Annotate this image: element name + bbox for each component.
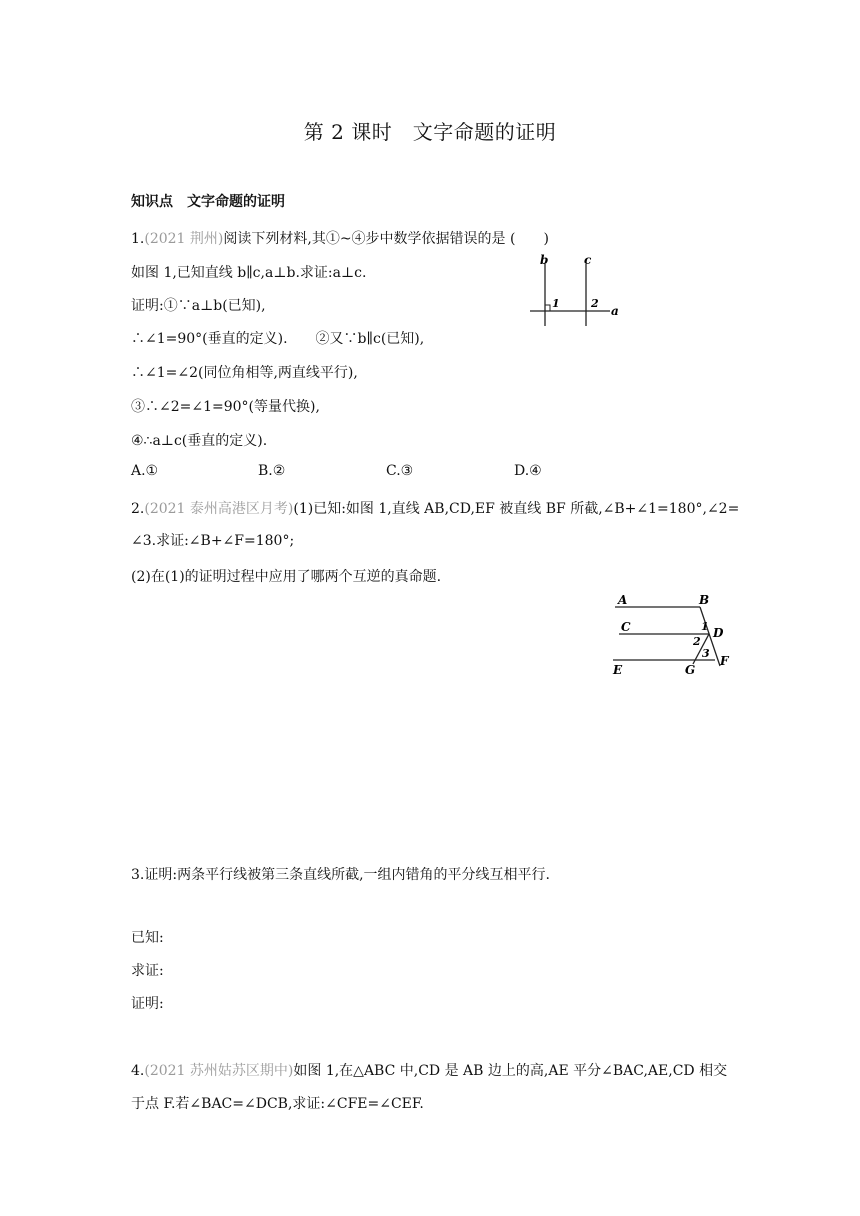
q2-source: (2021 泰州高港区月考)	[144, 501, 294, 517]
label-D: D	[713, 626, 724, 640]
q3-stem: 3.证明:两条平行线被第三条直线所截,一组内错角的平分线互相平行.	[131, 867, 550, 883]
q1-line-1: 如图 1,已知直线 b∥c,a⊥b.求证:a⊥c.	[131, 265, 367, 281]
q3-known-label: 已知:	[131, 930, 164, 946]
q1-stem	[131, 228, 549, 248]
q2-stem-line-1	[131, 498, 739, 518]
label-angle-3: 3	[702, 647, 710, 660]
q2-figure	[605, 590, 735, 678]
page-title: 第 2 课时 文字命题的证明	[303, 120, 557, 144]
q1-line-5: ③∴∠2=∠1=90°(等量代换),	[131, 399, 320, 415]
label-C: C	[621, 620, 631, 634]
section-heading: 知识点 文字命题的证明	[131, 194, 285, 210]
label-G: G	[685, 663, 696, 677]
label-c: c	[584, 253, 592, 267]
q1-option-c[interactable]: C.③	[386, 463, 414, 479]
q4-source: (2021 苏州姑苏区期中)	[144, 1063, 294, 1079]
q1-line-3: ∴∠1=90°(垂直的定义). ②又∵b∥c(已知),	[131, 331, 425, 347]
q3-prove-label: 求证:	[131, 963, 164, 979]
q1-option-a[interactable]: A.①	[131, 463, 159, 479]
label-B: B	[699, 593, 710, 607]
q1-line-4: ∴∠1=∠2(同位角相等,两直线平行),	[131, 365, 358, 381]
label-angle-2: 2	[591, 297, 599, 310]
q1-source: (2021 荆州)	[144, 231, 224, 247]
q2-stem-text: (1)已知:如图 1,直线 AB,CD,EF 被直线 BF 所截,∠B+∠1=180°,∠2=	[293, 501, 740, 517]
label-angle-1: 1	[552, 297, 560, 310]
q4-number: 4.	[131, 1063, 145, 1079]
q1-number: 1.	[131, 231, 145, 247]
q1-line-6: ④∴a⊥c(垂直的定义).	[131, 433, 268, 449]
label-a: a	[611, 304, 619, 318]
q1-option-b[interactable]: B.②	[258, 463, 286, 479]
q2-number: 2.	[131, 501, 145, 517]
q1-line-2: 证明:①∵a⊥b(已知),	[131, 298, 266, 314]
label-F: F	[720, 654, 729, 668]
label-b: b	[540, 253, 549, 267]
q1-figure	[520, 250, 630, 330]
q2-part-2: (2)在(1)的证明过程中应用了哪两个互逆的真命题.	[131, 569, 442, 585]
q2-stem-line-2: ∠3.求证:∠B+∠F=180°;	[131, 533, 295, 549]
q4-stem-line-2: 于点 F.若∠BAC=∠DCB,求证:∠CFE=∠CEF.	[131, 1096, 424, 1112]
label-angle-1: 1	[701, 620, 709, 633]
q4-stem-line-1	[131, 1060, 727, 1080]
right-angle-mark	[545, 305, 550, 311]
q1-stem-text: 阅读下列材料,其①~④步中数学依据错误的是 ( )	[223, 231, 549, 247]
q4-stem-text: 如图 1,在△ABC 中,CD 是 AB 边上的高,AE 平分∠BAC,AE,CD 相交	[293, 1063, 728, 1079]
label-A: A	[618, 593, 628, 607]
q1-option-d[interactable]: D.④	[514, 463, 542, 479]
label-E: E	[613, 663, 623, 677]
q3-proof-label: 证明:	[131, 996, 164, 1012]
label-angle-2: 2	[693, 635, 701, 648]
